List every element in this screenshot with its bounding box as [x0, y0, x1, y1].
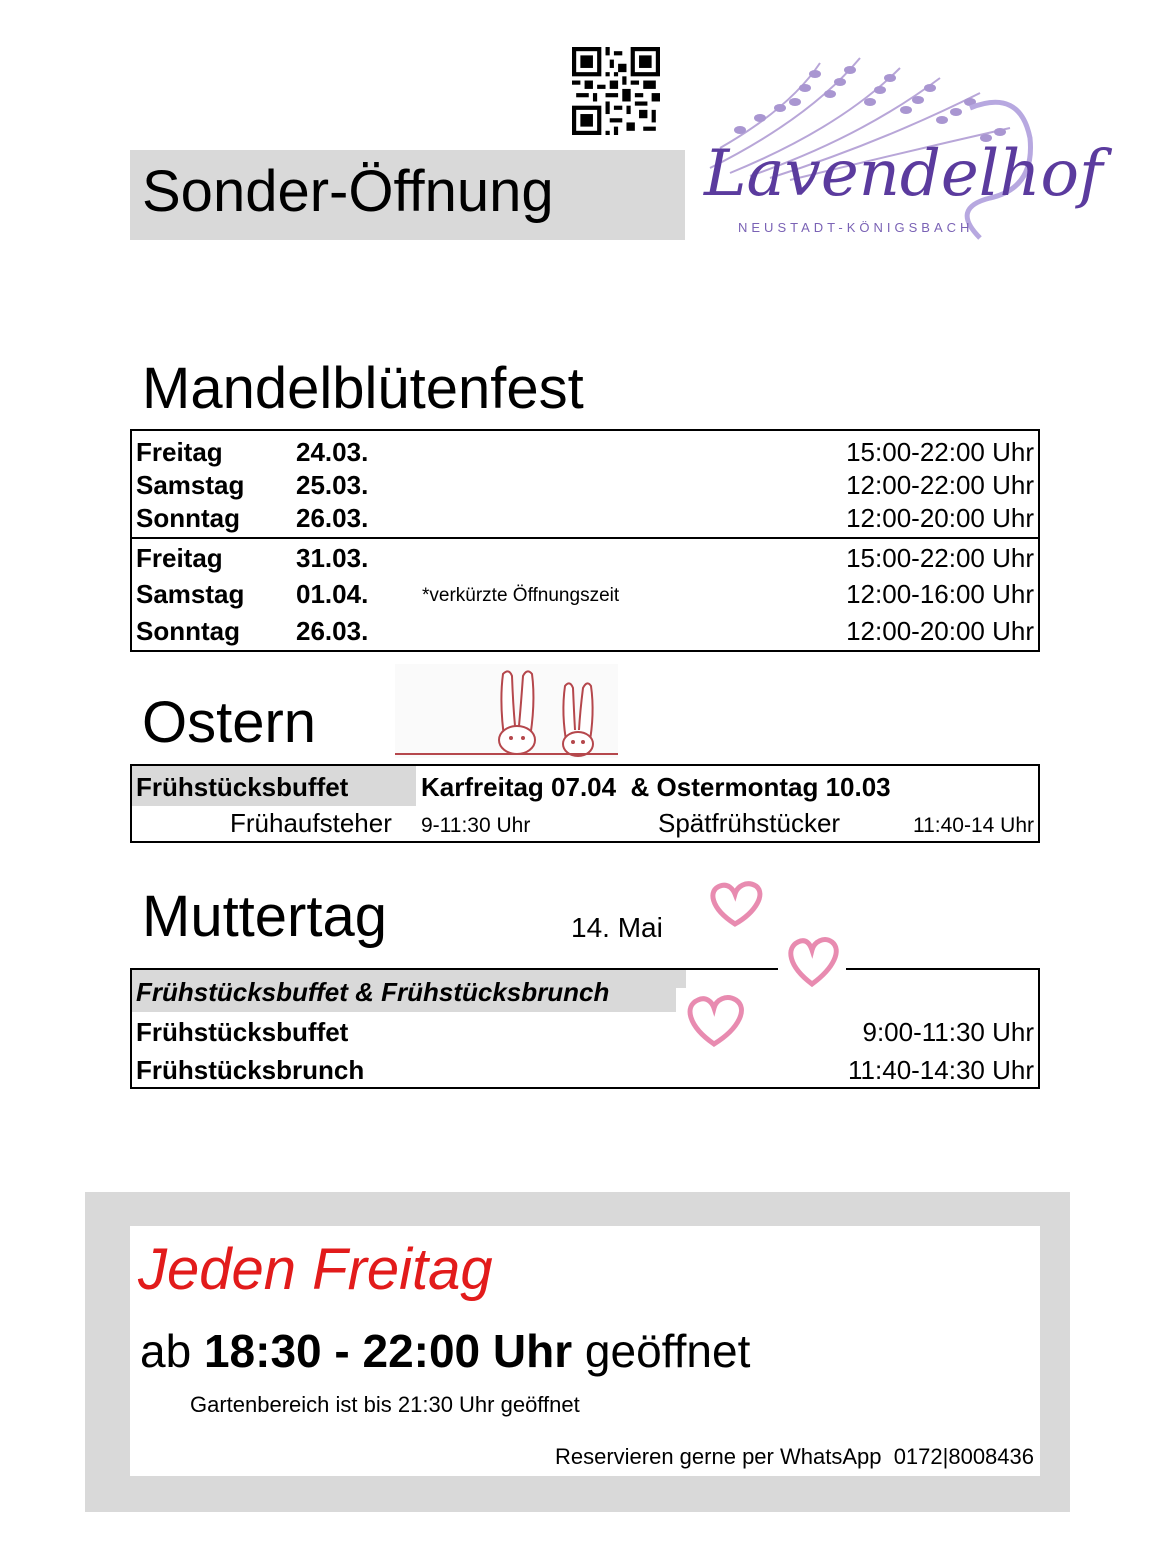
- date: 31.03.: [296, 543, 369, 573]
- table-row: [136, 502, 1034, 534]
- friday-prefix: ab: [140, 1325, 192, 1377]
- time: 11:40-14:30 Uhr: [848, 1055, 1034, 1085]
- label: Frühstücksbuffet: [136, 1017, 349, 1047]
- label: Frühstücksbrunch: [136, 1055, 365, 1085]
- section-title-mandel: Mandelblütenfest: [142, 356, 584, 421]
- time: 15:00-22:00 Uhr: [846, 437, 1034, 467]
- date: 26.03.: [296, 503, 369, 533]
- table-row: [136, 1054, 1034, 1086]
- day: Samstag: [136, 470, 245, 500]
- late-label: Spätfrühstücker: [658, 808, 841, 838]
- friday-suffix: geöffnet: [584, 1325, 751, 1377]
- logo-text: Lavendelhof: [704, 137, 1103, 211]
- late-time: 11:40-14 Uhr: [912, 814, 1034, 837]
- friday-hours-line: [140, 1320, 750, 1382]
- time: 9:00-11:30 Uhr: [862, 1017, 1034, 1047]
- friday-title: Jeden Freitag: [138, 1237, 493, 1302]
- table-row: [136, 615, 1034, 647]
- table-row: [136, 542, 1034, 574]
- ostern-label: Frühstücksbuffet: [136, 772, 349, 802]
- heart-icon: [700, 876, 770, 932]
- time: 12:00-16:00 Uhr: [846, 579, 1034, 609]
- time: 12:00-20:00 Uhr: [846, 616, 1034, 646]
- heart-icon: [676, 988, 752, 1052]
- day: Samstag: [136, 579, 245, 609]
- date: 01.04.: [296, 579, 369, 609]
- section-title-muttertag: Muttertag: [142, 884, 387, 949]
- early-label: Frühaufsteher: [230, 808, 392, 838]
- time: 12:00-22:00 Uhr: [846, 470, 1034, 500]
- muttertag-date: 14. Mai: [571, 912, 663, 943]
- table-row: [136, 1016, 1034, 1048]
- heart-icon: [778, 930, 846, 992]
- mandel-schedule-table: [130, 429, 1040, 652]
- qr-code-icon: [569, 47, 663, 135]
- day: Freitag: [136, 437, 223, 467]
- ostern-table: [130, 764, 1040, 843]
- muttertag-header: Frühstücksbuffet & Frühstücksbrunch: [136, 977, 610, 1007]
- garden-note: Gartenbereich ist bis 21:30 Uhr geöffnet: [190, 1392, 580, 1417]
- table-row: [136, 469, 1034, 501]
- day: Freitag: [136, 543, 223, 573]
- divider: [132, 537, 1038, 539]
- time: 15:00-22:00 Uhr: [846, 543, 1034, 573]
- date: 26.03.: [296, 616, 369, 646]
- reservation-note: Reservieren gerne per WhatsApp 0172|8008436: [554, 1444, 1034, 1469]
- note: *verkürzte Öffnungszeit: [422, 585, 620, 606]
- ostern-dates: Karfreitag 07.04 & Ostermontag 10.03: [421, 772, 891, 802]
- date: 24.03.: [296, 437, 369, 467]
- section-title-ostern: Ostern: [142, 690, 317, 755]
- bunnies-icon: [395, 664, 618, 758]
- page-title: Sonder-Öffnung: [142, 159, 554, 224]
- day: Sonntag: [136, 503, 240, 533]
- day: Sonntag: [136, 616, 240, 646]
- logo-subtitle: NEUSTADT-KÖNIGSBACH: [738, 220, 974, 235]
- muttertag-table: [130, 968, 1040, 1089]
- early-time: 9-11:30 Uhr: [421, 814, 531, 837]
- table-row: [136, 578, 1034, 610]
- date: 25.03.: [296, 470, 369, 500]
- time: 12:00-20:00 Uhr: [846, 503, 1034, 533]
- friday-hours: 18:30 - 22:00 Uhr: [203, 1325, 573, 1377]
- table-row: [136, 436, 1034, 468]
- lavendelhof-logo: [690, 48, 1103, 248]
